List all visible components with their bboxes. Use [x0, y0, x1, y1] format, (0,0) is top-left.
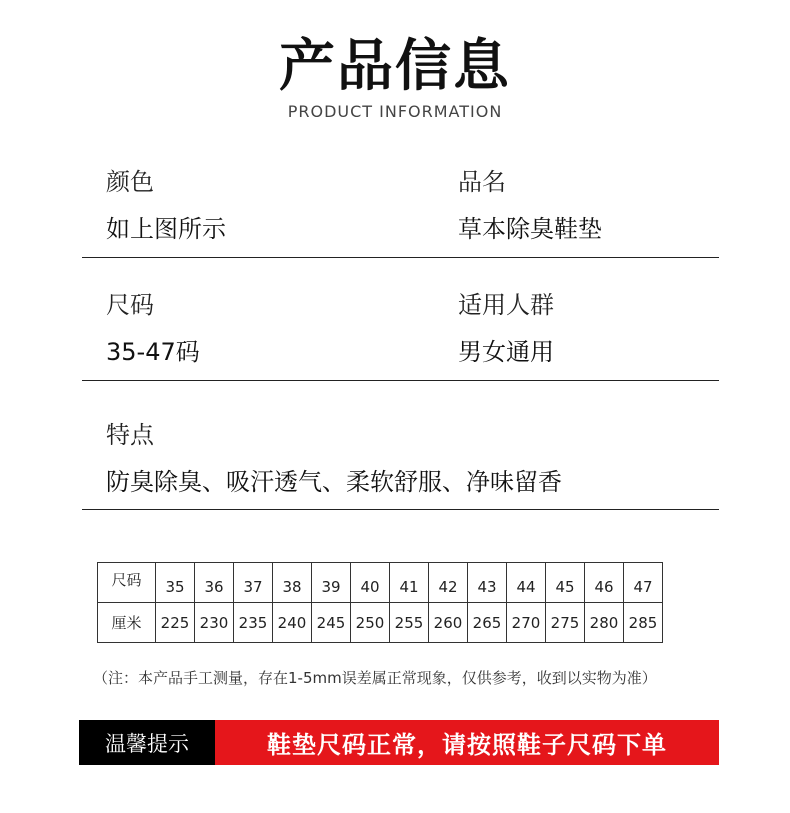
- info-row-color-name: [82, 162, 719, 258]
- size-cell: 39: [312, 563, 351, 603]
- cm-cell: 225: [156, 603, 195, 643]
- audience-label: 适用人群: [458, 291, 554, 319]
- tip-label: 温馨提示: [79, 720, 215, 765]
- size-cell: 36: [195, 563, 234, 603]
- size-cell: 35: [156, 563, 195, 603]
- size-cell: 37: [234, 563, 273, 603]
- measurement-note: （注：本产品手工测量，存在1-5mm误差属正常现象，仅供参考，收到以实物为准）: [93, 669, 657, 687]
- size-cell: 44: [507, 563, 546, 603]
- info-audience: [458, 285, 554, 367]
- cm-cell: 265: [468, 603, 507, 643]
- cm-row: [98, 603, 663, 643]
- cm-cell: 235: [234, 603, 273, 643]
- cm-cell: 255: [390, 603, 429, 643]
- info-row-size-audience: [82, 285, 719, 381]
- cm-cell: 285: [624, 603, 663, 643]
- info-row-features: [82, 415, 719, 510]
- cm-cell: 245: [312, 603, 351, 643]
- info-color: [106, 162, 226, 244]
- cm-cell: 280: [585, 603, 624, 643]
- features-value: 防臭除臭、吸汗透气、柔软舒服、净味留香: [106, 468, 562, 496]
- cm-cell: 275: [546, 603, 585, 643]
- product-name-value: 草本除臭鞋垫: [458, 215, 602, 243]
- size-cell: 42: [429, 563, 468, 603]
- size-value: 35-47码: [106, 338, 200, 366]
- color-label: 颜色: [106, 168, 154, 196]
- size-cell: 40: [351, 563, 390, 603]
- page-title: 产品信息: [279, 34, 511, 99]
- page-subtitle: PRODUCT INFORMATION: [287, 102, 503, 121]
- size-row: [98, 563, 663, 603]
- info-features: [106, 415, 562, 497]
- product-name-label: 品名: [458, 168, 506, 196]
- cm-cell: 230: [195, 603, 234, 643]
- size-cell: 41: [390, 563, 429, 603]
- size-cell: 43: [468, 563, 507, 603]
- cm-cell: 270: [507, 603, 546, 643]
- info-product-name: [458, 162, 602, 244]
- tip-banner: [79, 720, 719, 765]
- info-size: [106, 285, 200, 367]
- cm-cell: 240: [273, 603, 312, 643]
- features-label: 特点: [106, 421, 154, 449]
- size-row-label: 尺码: [98, 563, 156, 603]
- audience-value: 男女通用: [458, 338, 554, 366]
- size-label: 尺码: [106, 291, 154, 319]
- cm-cell: 250: [351, 603, 390, 643]
- size-cell: 46: [585, 563, 624, 603]
- tip-text: 鞋垫尺码正常，请按照鞋子尺码下单: [215, 720, 719, 765]
- cm-row-label: 厘米: [98, 603, 156, 643]
- color-value: 如上图所示: [106, 215, 226, 243]
- size-cell: 45: [546, 563, 585, 603]
- size-chart-table: [97, 562, 663, 643]
- cm-cell: 260: [429, 603, 468, 643]
- size-cell: 38: [273, 563, 312, 603]
- size-cell: 47: [624, 563, 663, 603]
